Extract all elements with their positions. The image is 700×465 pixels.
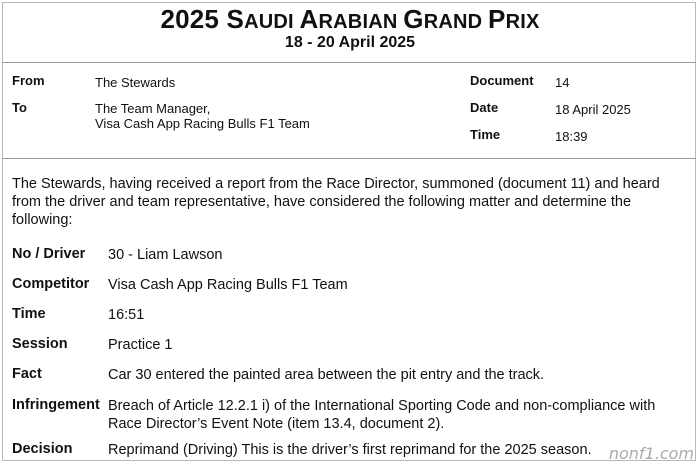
meta-divider — [2, 158, 696, 159]
time-row-value: 16:51 — [108, 307, 145, 323]
document-frame — [2, 2, 696, 461]
competitor-label: Competitor — [12, 276, 90, 292]
decision-label: Decision — [12, 441, 73, 457]
document-title: 2025 SAUDI ARABIAN GRAND PRIX — [160, 4, 540, 34]
session-value: Practice 1 — [108, 337, 173, 353]
driver-value: 30 - Liam Lawson — [108, 247, 223, 263]
event-dates: 18 - 20 April 2025 — [284, 34, 416, 51]
document-value: 14 — [555, 75, 570, 90]
to-label: To — [12, 100, 27, 115]
watermark: nonf1.com — [608, 444, 694, 463]
intro-paragraph: The Stewards, having received a report from the Race Director, summoned (document 11) and heard from the driver and team representative, have considered the following matter and determine the following: — [12, 176, 660, 228]
header-divider — [2, 62, 696, 63]
date-label: Date — [470, 100, 499, 115]
from-label: From — [12, 73, 45, 88]
time-row-label: Time — [12, 306, 46, 322]
infringement-label: Infringement — [12, 397, 100, 413]
time-label: Time — [470, 127, 501, 142]
driver-label: No / Driver — [12, 246, 86, 262]
session-label: Session — [12, 336, 68, 352]
date-value: 18 April 2025 — [555, 102, 631, 117]
document-label: Document — [470, 73, 534, 88]
fact-value: Car 30 entered the painted area between the pit entry and the track. — [108, 367, 545, 383]
from-value: The Stewards — [95, 75, 176, 90]
time-value: 18:39 — [555, 129, 588, 144]
decision-value: Reprimand (Driving) This is the driver’s first reprimand for the 2025 season. — [108, 442, 592, 458]
infringement-value: Breach of Article 12.2.1 i) of the International Sporting Code and non-compliance with Race Director’s Event Note (item 13.4, document 2). — [108, 398, 656, 432]
to-value-line2: Visa Cash App Racing Bulls F1 Team — [95, 116, 310, 131]
fact-label: Fact — [12, 366, 42, 382]
competitor-value: Visa Cash App Racing Bulls F1 Team — [108, 277, 348, 293]
to-value-line1: The Team Manager, — [95, 101, 211, 116]
